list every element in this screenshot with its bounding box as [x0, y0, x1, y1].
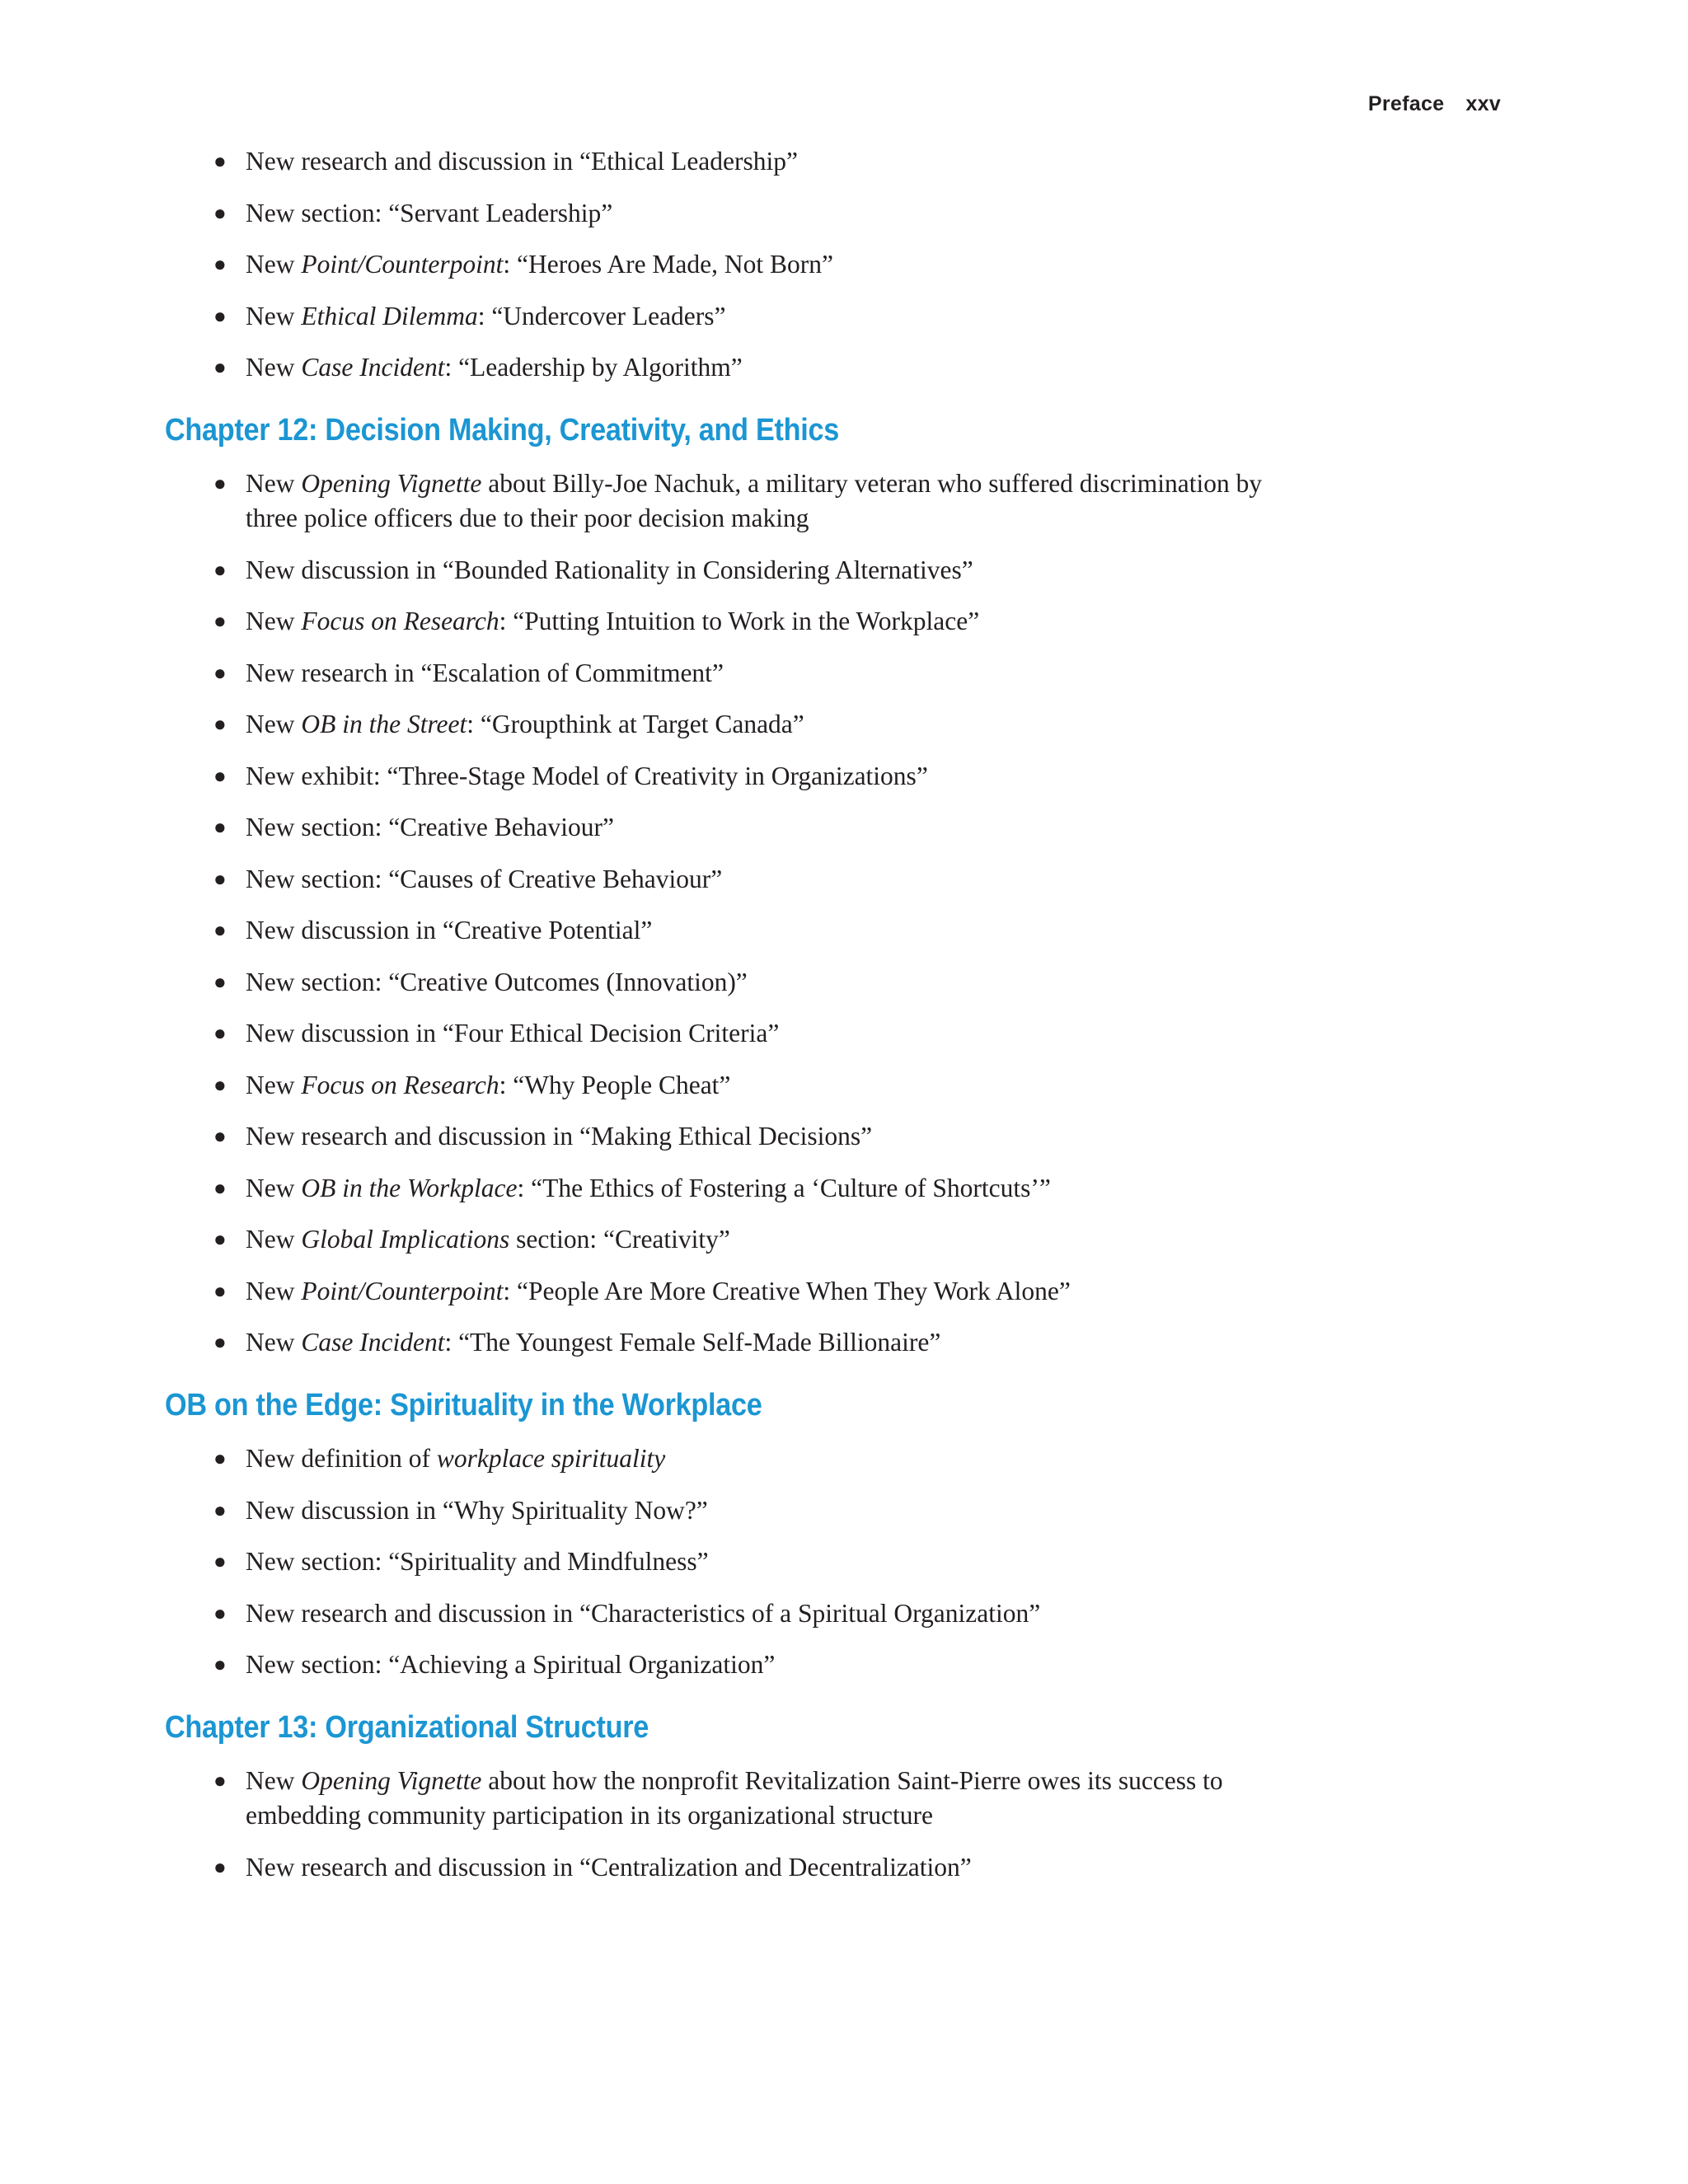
list-item: [165, 553, 1284, 588]
bullet-icon: ●: [213, 712, 227, 736]
list-item-text-em: Ethical Dilemma: [301, 301, 478, 330]
list-item: [165, 1493, 1284, 1528]
bullet-icon: ●: [213, 1072, 227, 1097]
list-item-text-post: about how the nonprofit Revitalization Saint-Pierre owes its success to embedding community participation in its organizational structure: [246, 1766, 1223, 1830]
list-item-text-pre: New: [246, 1070, 302, 1099]
bullet-icon: ●: [213, 1854, 227, 1879]
bullet-icon: ●: [213, 471, 227, 495]
list-item-text-post: : “Heroes Are Made, Not Born”: [503, 250, 834, 279]
list-item-text-em: Point/Counterpoint: [301, 1276, 504, 1305]
bullet-icon: ●: [213, 918, 227, 942]
list-item-text-pre: New section: “Servant Leadership”: [246, 198, 613, 227]
list-item: [165, 1325, 1284, 1360]
bullet-icon: ●: [213, 763, 227, 788]
list-item-text-pre: New research and discussion in “Characteristics of a Spiritual Organization”: [246, 1598, 1041, 1628]
bullet-icon: ●: [213, 1330, 227, 1354]
list-item-text-pre: New section: “Creative Behaviour”: [246, 813, 614, 841]
list-item-text-post: : “The Ethics of Fostering a ‘Culture of Shortcuts’”: [517, 1173, 1051, 1202]
list-item: [165, 1016, 1284, 1051]
list-item: [165, 144, 1284, 179]
section: [165, 1388, 1154, 1682]
list-item-text-em: Opening Vignette: [301, 469, 482, 498]
list-item-text-pre: New section: “Spirituality and Mindfulness”: [246, 1547, 709, 1576]
list-item-text-post: : “People Are More Creative When They Work Alone”: [503, 1276, 1071, 1305]
bullet-icon: ●: [213, 252, 227, 276]
list-item-text-pre: New section: “Creative Outcomes (Innovation)”: [246, 967, 748, 996]
list-item-text-pre: New exhibit: “Three-Stage Model of Creativity in Organizations”: [246, 761, 928, 790]
section-heading: Chapter 12: Decision Making, Creativity, and Ethics: [165, 413, 840, 448]
bullet-icon: ●: [213, 1446, 227, 1470]
list-item-text-pre: New discussion in “Four Ethical Decision Criteria”: [246, 1019, 780, 1047]
bullet-icon: ●: [213, 1601, 227, 1625]
bullet-icon: ●: [213, 1278, 227, 1303]
list-item-text-pre: New research in “Escalation of Commitment”: [246, 658, 724, 687]
list-item-text-pre: New: [246, 301, 302, 330]
list-item-text-pre: New discussion in “Bounded Rationality in Considering Alternatives”: [246, 555, 973, 584]
bullet-icon: ●: [213, 303, 227, 328]
list-item-text-pre: New: [246, 250, 302, 279]
list-item-text-pre: New: [246, 607, 302, 635]
bullet-icon: ●: [213, 557, 227, 582]
bullet-icon: ●: [213, 815, 227, 839]
list-item: [165, 759, 1284, 794]
list-item-text-pre: New: [246, 1173, 302, 1202]
list-item-text-em: workplace spirituality: [436, 1444, 666, 1473]
sections-container: [165, 413, 1263, 1885]
list-item-text-post: about Billy-Joe Nachuk, a military veteran who suffered discrimination by three police officers due to their poor decision making: [246, 469, 1263, 532]
list-item: [165, 1850, 1284, 1885]
intro-bullet-list: [165, 144, 1154, 385]
section-heading: Chapter 13: Organizational Structure: [165, 1710, 649, 1745]
list-item: [165, 466, 1284, 536]
list-item-text-pre: New research and discussion in “Centralization and Decentralization”: [246, 1852, 972, 1882]
list-item-text-pre: New research and discussion in “Ethical Leadership”: [246, 147, 798, 176]
list-item-text-pre: New discussion in “Why Spirituality Now?”: [246, 1495, 708, 1525]
list-item-text-em: OB in the Street: [301, 710, 467, 738]
list-item-text-pre: New: [246, 1328, 302, 1357]
list-item: [165, 1596, 1284, 1631]
list-item-text-em: Case Incident: [301, 1328, 445, 1357]
list-item-text-pre: New definition of: [246, 1444, 437, 1473]
bullet-icon: ●: [213, 1124, 227, 1148]
bullet-icon: ●: [213, 355, 227, 379]
list-item-text-em: Focus on Research: [301, 1070, 499, 1099]
list-item-text-pre: New: [246, 1766, 302, 1795]
list-item-text-em: Focus on Research: [301, 607, 499, 635]
list-item: [165, 1441, 1284, 1476]
list-item: [165, 196, 1284, 231]
list-item: [165, 1647, 1284, 1682]
list-item: [165, 350, 1284, 385]
list-item: [165, 707, 1284, 742]
list-item-text-post: section: “Creativity”: [509, 1225, 730, 1254]
list-item-text-em: Opening Vignette: [301, 1766, 482, 1795]
list-item-text-pre: New: [246, 710, 302, 738]
list-item: [165, 1068, 1284, 1103]
bullet-icon: ●: [213, 1021, 227, 1045]
list-item: [165, 1222, 1284, 1257]
page-number: xxv: [1465, 92, 1501, 115]
list-item: [165, 1119, 1284, 1154]
list-item: [165, 656, 1284, 691]
bullet-icon: ●: [213, 1175, 227, 1200]
bullet-icon: ●: [213, 1769, 227, 1793]
list-item-text-pre: New section: “Causes of Creative Behaviour”: [246, 864, 723, 893]
list-item-text-em: Global Implications: [301, 1225, 510, 1254]
running-head: [1368, 92, 1501, 116]
list-item: [165, 1544, 1284, 1579]
bullet-icon: ●: [213, 1549, 227, 1573]
list-item-text-post: : “The Youngest Female Self-Made Billionaire”: [444, 1328, 941, 1357]
bullet-icon: ●: [213, 866, 227, 891]
list-item-text-pre: New: [246, 1225, 302, 1254]
list-item: [165, 1171, 1284, 1206]
bullet-list: [165, 1764, 1223, 1885]
bullet-icon: ●: [213, 1227, 227, 1251]
bullet-icon: ●: [213, 609, 227, 633]
list-item-text-pre: New discussion in “Creative Potential”: [246, 916, 653, 944]
list-item-text-pre: New: [246, 353, 302, 382]
list-item: [165, 810, 1284, 845]
bullet-icon: ●: [213, 969, 227, 994]
section: [165, 413, 1263, 1360]
list-item-text-post: : “Why People Cheat”: [499, 1070, 731, 1099]
list-item-text-pre: New: [246, 1276, 302, 1305]
list-item-text-pre: New research and discussion in “Making Ethical Decisions”: [246, 1122, 873, 1151]
bullet-icon: ●: [213, 660, 227, 685]
list-item-text-pre: New section: “Achieving a Spiritual Organization”: [246, 1650, 776, 1679]
list-item-text-em: OB in the Workplace: [301, 1173, 518, 1202]
list-item: [165, 247, 1284, 282]
bullet-icon: ●: [213, 149, 227, 173]
list-item-text-em: Case Incident: [301, 353, 445, 382]
list-item: [165, 604, 1284, 639]
section: [165, 1710, 1223, 1885]
list-item: [165, 1274, 1284, 1309]
bullet-list: [165, 1441, 1154, 1682]
list-item-text-post: : “Putting Intuition to Work in the Workplace”: [499, 607, 980, 635]
list-item-text-post: : “Leadership by Algorithm”: [444, 353, 743, 382]
list-item-text-em: Point/Counterpoint: [301, 250, 504, 279]
section-heading: OB on the Edge: Spirituality in the Workplace: [165, 1388, 762, 1422]
list-item-text-pre: New: [246, 469, 302, 498]
list-item: [165, 913, 1284, 948]
bullet-icon: ●: [213, 200, 227, 225]
bullet-list: [165, 466, 1263, 1360]
list-item: [165, 299, 1284, 334]
list-item: [165, 862, 1284, 897]
page-content: [165, 144, 1263, 1901]
bullet-icon: ●: [213, 1497, 227, 1522]
list-item-text-post: : “Groupthink at Target Canada”: [467, 710, 804, 738]
list-item: [165, 965, 1284, 1000]
list-item-text-post: : “Undercover Leaders”: [477, 301, 726, 330]
list-item: [165, 1764, 1284, 1833]
running-head-title: Preface: [1367, 92, 1445, 115]
bullet-icon: ●: [213, 1652, 227, 1676]
